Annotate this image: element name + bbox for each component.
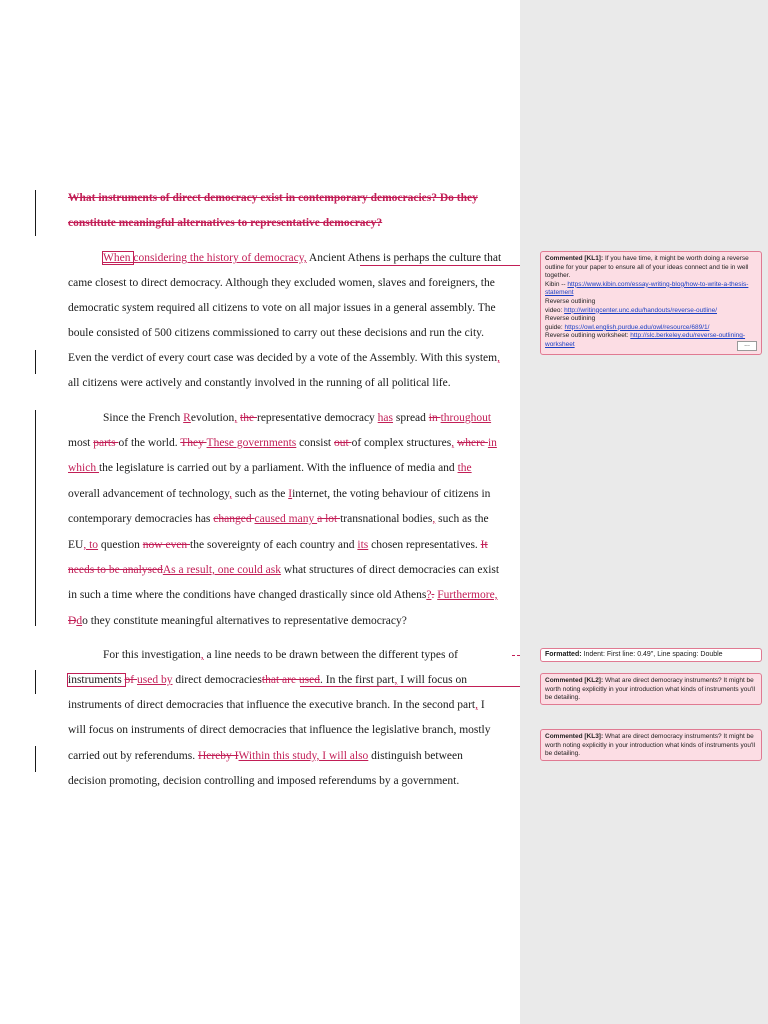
comment-leader-line — [300, 686, 540, 687]
body-text: internet, the voting behaviour of citizens in — [292, 488, 491, 500]
body-text: a line needs to be drawn between the different types of — [203, 649, 458, 661]
body-text: transnational bodies — [340, 513, 433, 525]
comment-link[interactable]: https://owl.english.purdue.edu/owl/resource/689/1/ — [564, 323, 710, 331]
body-text: instruments of direct democracies that influence the executive branch. In the second part — [68, 699, 476, 711]
comment-text: What are direct democracy instruments? It might be worth noting explicitly in your introduction what kinds of instruments you'll be detailing. — [545, 677, 756, 702]
deleted-text: Hereby I — [197, 750, 239, 762]
body-text: question — [98, 539, 143, 551]
deleted-text: in — [428, 412, 441, 424]
body-text: evolution — [190, 412, 235, 424]
format-label: Formatted: — [545, 651, 582, 658]
comment-balloon-kl2[interactable] — [540, 673, 762, 705]
paragraph-2-line[interactable] — [68, 436, 508, 450]
paragraph-1-line[interactable]: boule consisted of 500 citizens commissioned to carry out these decisions and run the city. — [68, 327, 485, 339]
paragraph-2-line[interactable] — [68, 512, 508, 526]
expand-comment-button[interactable]: ... — [737, 341, 757, 351]
paragraph-3-line[interactable]: will focus on instruments of direct democracies that influence the legislative branch, mostly — [68, 724, 491, 736]
body-text: distinguish between — [368, 750, 463, 762]
deleted-text: the — [240, 412, 257, 424]
body-text: in such a time where the conditions have changed drastically since old Athens — [68, 589, 427, 601]
paragraph-2-line[interactable] — [68, 588, 508, 602]
comment-text: Reverse outlining worksheet: — [545, 332, 631, 340]
inserted-text: caused many — [254, 513, 318, 525]
change-bar — [35, 190, 36, 236]
body-text: overall advancement of technology — [68, 488, 230, 500]
commented-text: considering the history of democracy, — [133, 252, 307, 264]
inserted-text: Furthermore, — [437, 589, 498, 601]
paragraph-3-line[interactable] — [68, 698, 508, 712]
paragraph-2-line[interactable] — [68, 461, 508, 475]
deleted-text: of — [124, 674, 138, 686]
markup-pane — [520, 0, 768, 1024]
body-text: such as the — [435, 513, 489, 525]
inserted-text: , — [229, 488, 233, 500]
body-text: EU — [68, 539, 84, 551]
body-text: most — [68, 437, 94, 449]
body-text: Even the verdict of every court case was decided by a vote of the Assembly. With this system — [68, 352, 498, 364]
inserted-text: As a result, one could ask — [162, 564, 282, 576]
comment-text: Reverse outlining — [545, 297, 596, 305]
deleted-text: that are used — [261, 674, 321, 686]
deleted-text: It — [480, 539, 488, 551]
deleted-text: a lot — [317, 513, 341, 525]
body-text: consist — [296, 437, 334, 449]
deleted-text: where — [456, 437, 488, 449]
inserted-text: R — [183, 412, 191, 424]
document-title-line-1[interactable]: What instruments of direct democracy exist in contemporary democracies? Do they — [68, 192, 478, 204]
body-text: Since the French — [103, 412, 184, 424]
format-text: Indent: First line: 0.49", Line spacing: Double — [581, 651, 723, 658]
body-text: I — [478, 699, 485, 711]
body-text: of the world. — [118, 437, 181, 449]
paragraph-3-line[interactable] — [68, 749, 508, 763]
body-text: . In the first part — [320, 674, 395, 686]
paragraph-2-line[interactable] — [103, 411, 508, 425]
paragraph-2-line[interactable] — [68, 563, 508, 577]
body-text: Ancient Athens is perhaps the culture that — [306, 252, 502, 264]
inserted-text: These governments — [206, 437, 297, 449]
inserted-text: which — [68, 462, 99, 474]
paragraph-1-line[interactable] — [103, 251, 508, 265]
change-bar — [35, 410, 36, 626]
deleted-text: parts — [93, 437, 119, 449]
deleted-text: . — [431, 589, 435, 601]
comment-text: Reverse outlining — [545, 315, 596, 323]
body-text: carried out by referendums. — [68, 750, 198, 762]
comment-text: guide: — [545, 323, 565, 331]
body-text: I will focus on — [397, 674, 467, 686]
inserted-text: , — [234, 412, 238, 424]
inserted-text: , — [475, 699, 479, 711]
body-text: For this investigation — [103, 649, 201, 661]
comment-author-label: Commented [KL1]: — [545, 255, 604, 262]
inserted-text: Within this study, I will also — [238, 750, 369, 762]
deleted-text: D — [68, 615, 77, 627]
inserted-text: , to — [83, 539, 99, 551]
change-bar — [35, 746, 36, 772]
inserted-text: , — [200, 649, 204, 661]
paragraph-1-line[interactable]: all citizens were actively and constantly involved in the running of all political life. — [68, 377, 451, 389]
body-text: of complex structures — [351, 437, 452, 449]
comment-link[interactable]: http://writingcenter.unc.edu/handouts/reverse-outline/ — [564, 306, 717, 314]
inserted-text: I — [288, 488, 293, 500]
comment-text: If you have time, it might be worth doing a reverse outline for your paper to ensure all of your ideas connect and tie in well together. — [545, 255, 749, 280]
body-text: contemporary democracies has — [68, 513, 214, 525]
paragraph-3-line[interactable] — [68, 673, 508, 687]
inserted-text: has — [377, 412, 394, 424]
inserted-text: used by — [137, 674, 173, 686]
change-bar — [35, 670, 36, 694]
body-text: spread — [393, 412, 429, 424]
deleted-text: They — [180, 437, 207, 449]
comment-link[interactable]: http://slc.berkeley.edu/reverse-outlining-worksheet — [545, 332, 746, 348]
body-text: direct democracies — [172, 674, 262, 686]
comment-balloon-kl1[interactable] — [540, 251, 762, 355]
deleted-text: changed — [213, 513, 255, 525]
body-text: representative democracy — [256, 412, 378, 424]
comment-leader-line — [360, 265, 520, 266]
inserted-text: , — [451, 437, 455, 449]
body-text: o they constitute meaningful alternatives to representative democracy? — [82, 615, 407, 627]
comment-link[interactable]: https://www.kibin.com/essay-writing-blog/how-to-write-a-thesis-statement — [545, 280, 749, 297]
body-text: the legislature is carried out by a parliament. With the influence of media and — [98, 462, 458, 474]
paragraph-1-line[interactable]: democratic system required all citizens to vote on all major issues in a general assembly. The — [68, 302, 496, 314]
body-text: chosen representatives. — [368, 539, 481, 551]
deleted-text: out — [334, 437, 352, 449]
comment-author-label: Commented [KL2]: — [545, 677, 604, 684]
paragraph-1-line[interactable] — [68, 351, 508, 365]
inserted-text: in — [487, 437, 497, 449]
comment-text: video: — [545, 306, 565, 314]
paragraph-2-line[interactable] — [68, 487, 508, 501]
inserted-text: the — [457, 462, 472, 474]
inserted-text: When — [103, 252, 134, 264]
comment-text: What are direct democracy instruments? It might be worth noting explicitly in your introduction what kinds of instruments you'll be detailing. — [545, 733, 756, 758]
inserted-text: , — [394, 674, 398, 686]
paragraph-2-line[interactable] — [68, 614, 508, 628]
body-text: the sovereignty of each country and — [190, 539, 358, 551]
paragraph-1-line[interactable]: came closest to direct democracy. Although they excluded women, slaves and foreigners, the — [68, 277, 495, 289]
comment-text: Kibin -- — [545, 280, 568, 288]
comment-author-label: Commented [KL3]: — [545, 733, 604, 740]
paragraph-3-line[interactable]: decision promoting, decision controlling and imposed referendums by a government. — [68, 775, 460, 787]
inserted-text: ? — [426, 589, 432, 601]
deleted-text: needs to be analysed — [68, 564, 163, 576]
body-text: instruments — [68, 674, 125, 686]
inserted-text: d — [76, 615, 83, 627]
inserted-text: throughout — [440, 412, 492, 424]
inserted-text: its — [357, 539, 369, 551]
paragraph-3-line[interactable] — [103, 648, 508, 662]
paragraph-2-line[interactable] — [68, 538, 508, 552]
document-title-line-2[interactable]: constitute meaningful alternatives to representative democracy? — [68, 217, 383, 229]
comment-balloon-kl3[interactable] — [540, 729, 762, 761]
change-bar — [35, 350, 36, 374]
body-text: such as the — [232, 488, 289, 500]
body-text: what structures of direct democracies can exist — [281, 564, 500, 576]
inserted-text: , — [497, 352, 500, 364]
deleted-text: now even — [142, 539, 191, 551]
format-balloon[interactable] — [540, 648, 762, 662]
inserted-text: , — [432, 513, 436, 525]
